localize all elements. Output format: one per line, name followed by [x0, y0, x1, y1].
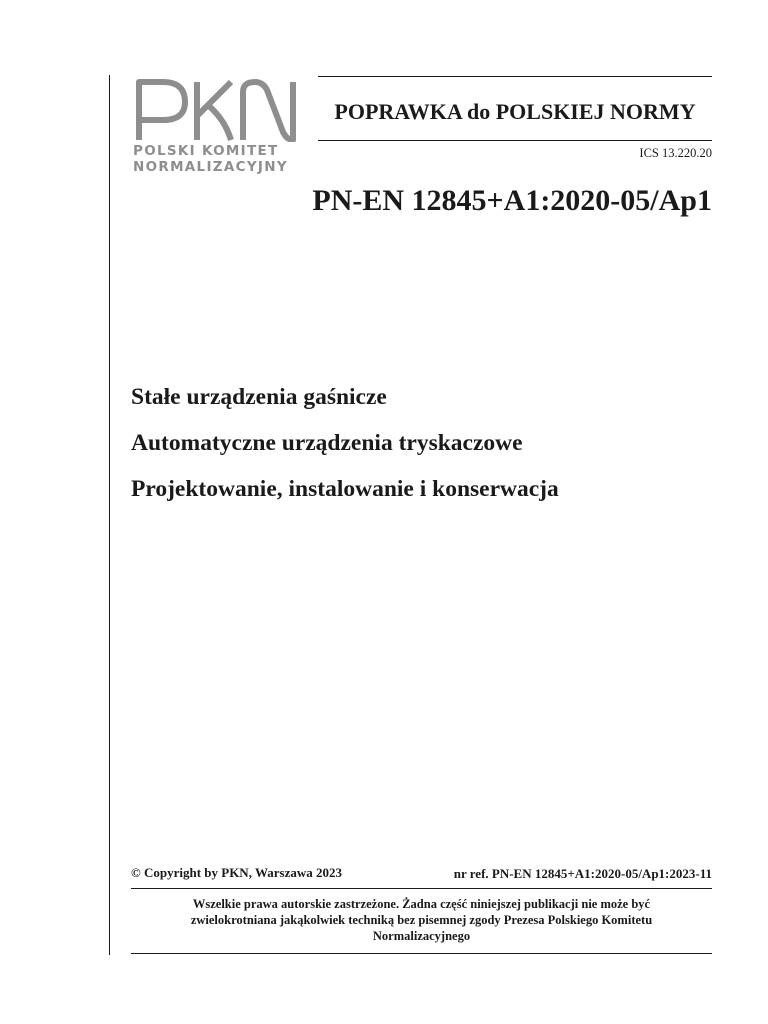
left-margin-rule — [109, 75, 110, 955]
copyright-notice: © Copyright by PKN, Warszawa 2023 — [131, 865, 342, 880]
reference-number: nr ref. PN-EN 12845+A1:2020-05/Ap1:2023-11 — [453, 866, 712, 881]
rights-statement — [131, 896, 712, 944]
rights-line: Normalizacyjnego — [372, 929, 471, 943]
footer-bottom-rule — [131, 953, 712, 954]
document-type: POPRAWKA do POLSKIEJ NORMY — [334, 99, 696, 124]
header-top-rule — [318, 76, 712, 77]
rights-line: Wszelkie prawa autorskie zastrzeżone. Żadna część niniejszej publikacji nie może być — [192, 897, 651, 911]
header-bottom-rule — [318, 140, 712, 141]
footer-top-rule — [131, 888, 712, 889]
logo-text-line1: POLSKI KOMITET — [133, 143, 279, 159]
pkn-logo-mark — [133, 76, 301, 142]
title-line: Projektowanie, instalowanie i konserwacja — [131, 476, 559, 502]
rights-line: zwielokrotniana jakąkolwiek techniką bez pisemnej zgody Prezesa Polskiego Komitetu — [190, 913, 653, 927]
ics-code: ICS 13.220.20 — [639, 146, 712, 160]
pkn-logo — [133, 76, 301, 180]
logo-text-line2: NORMALIZACYJNY — [133, 159, 288, 175]
title-line: Stałe urządzenia gaśnicze — [131, 384, 387, 410]
document-number: PN-EN 12845+A1:2020-05/Ap1 — [312, 184, 712, 217]
document-titles — [131, 374, 721, 512]
title-line: Automatyczne urządzenia tryskaczowe — [131, 430, 523, 456]
